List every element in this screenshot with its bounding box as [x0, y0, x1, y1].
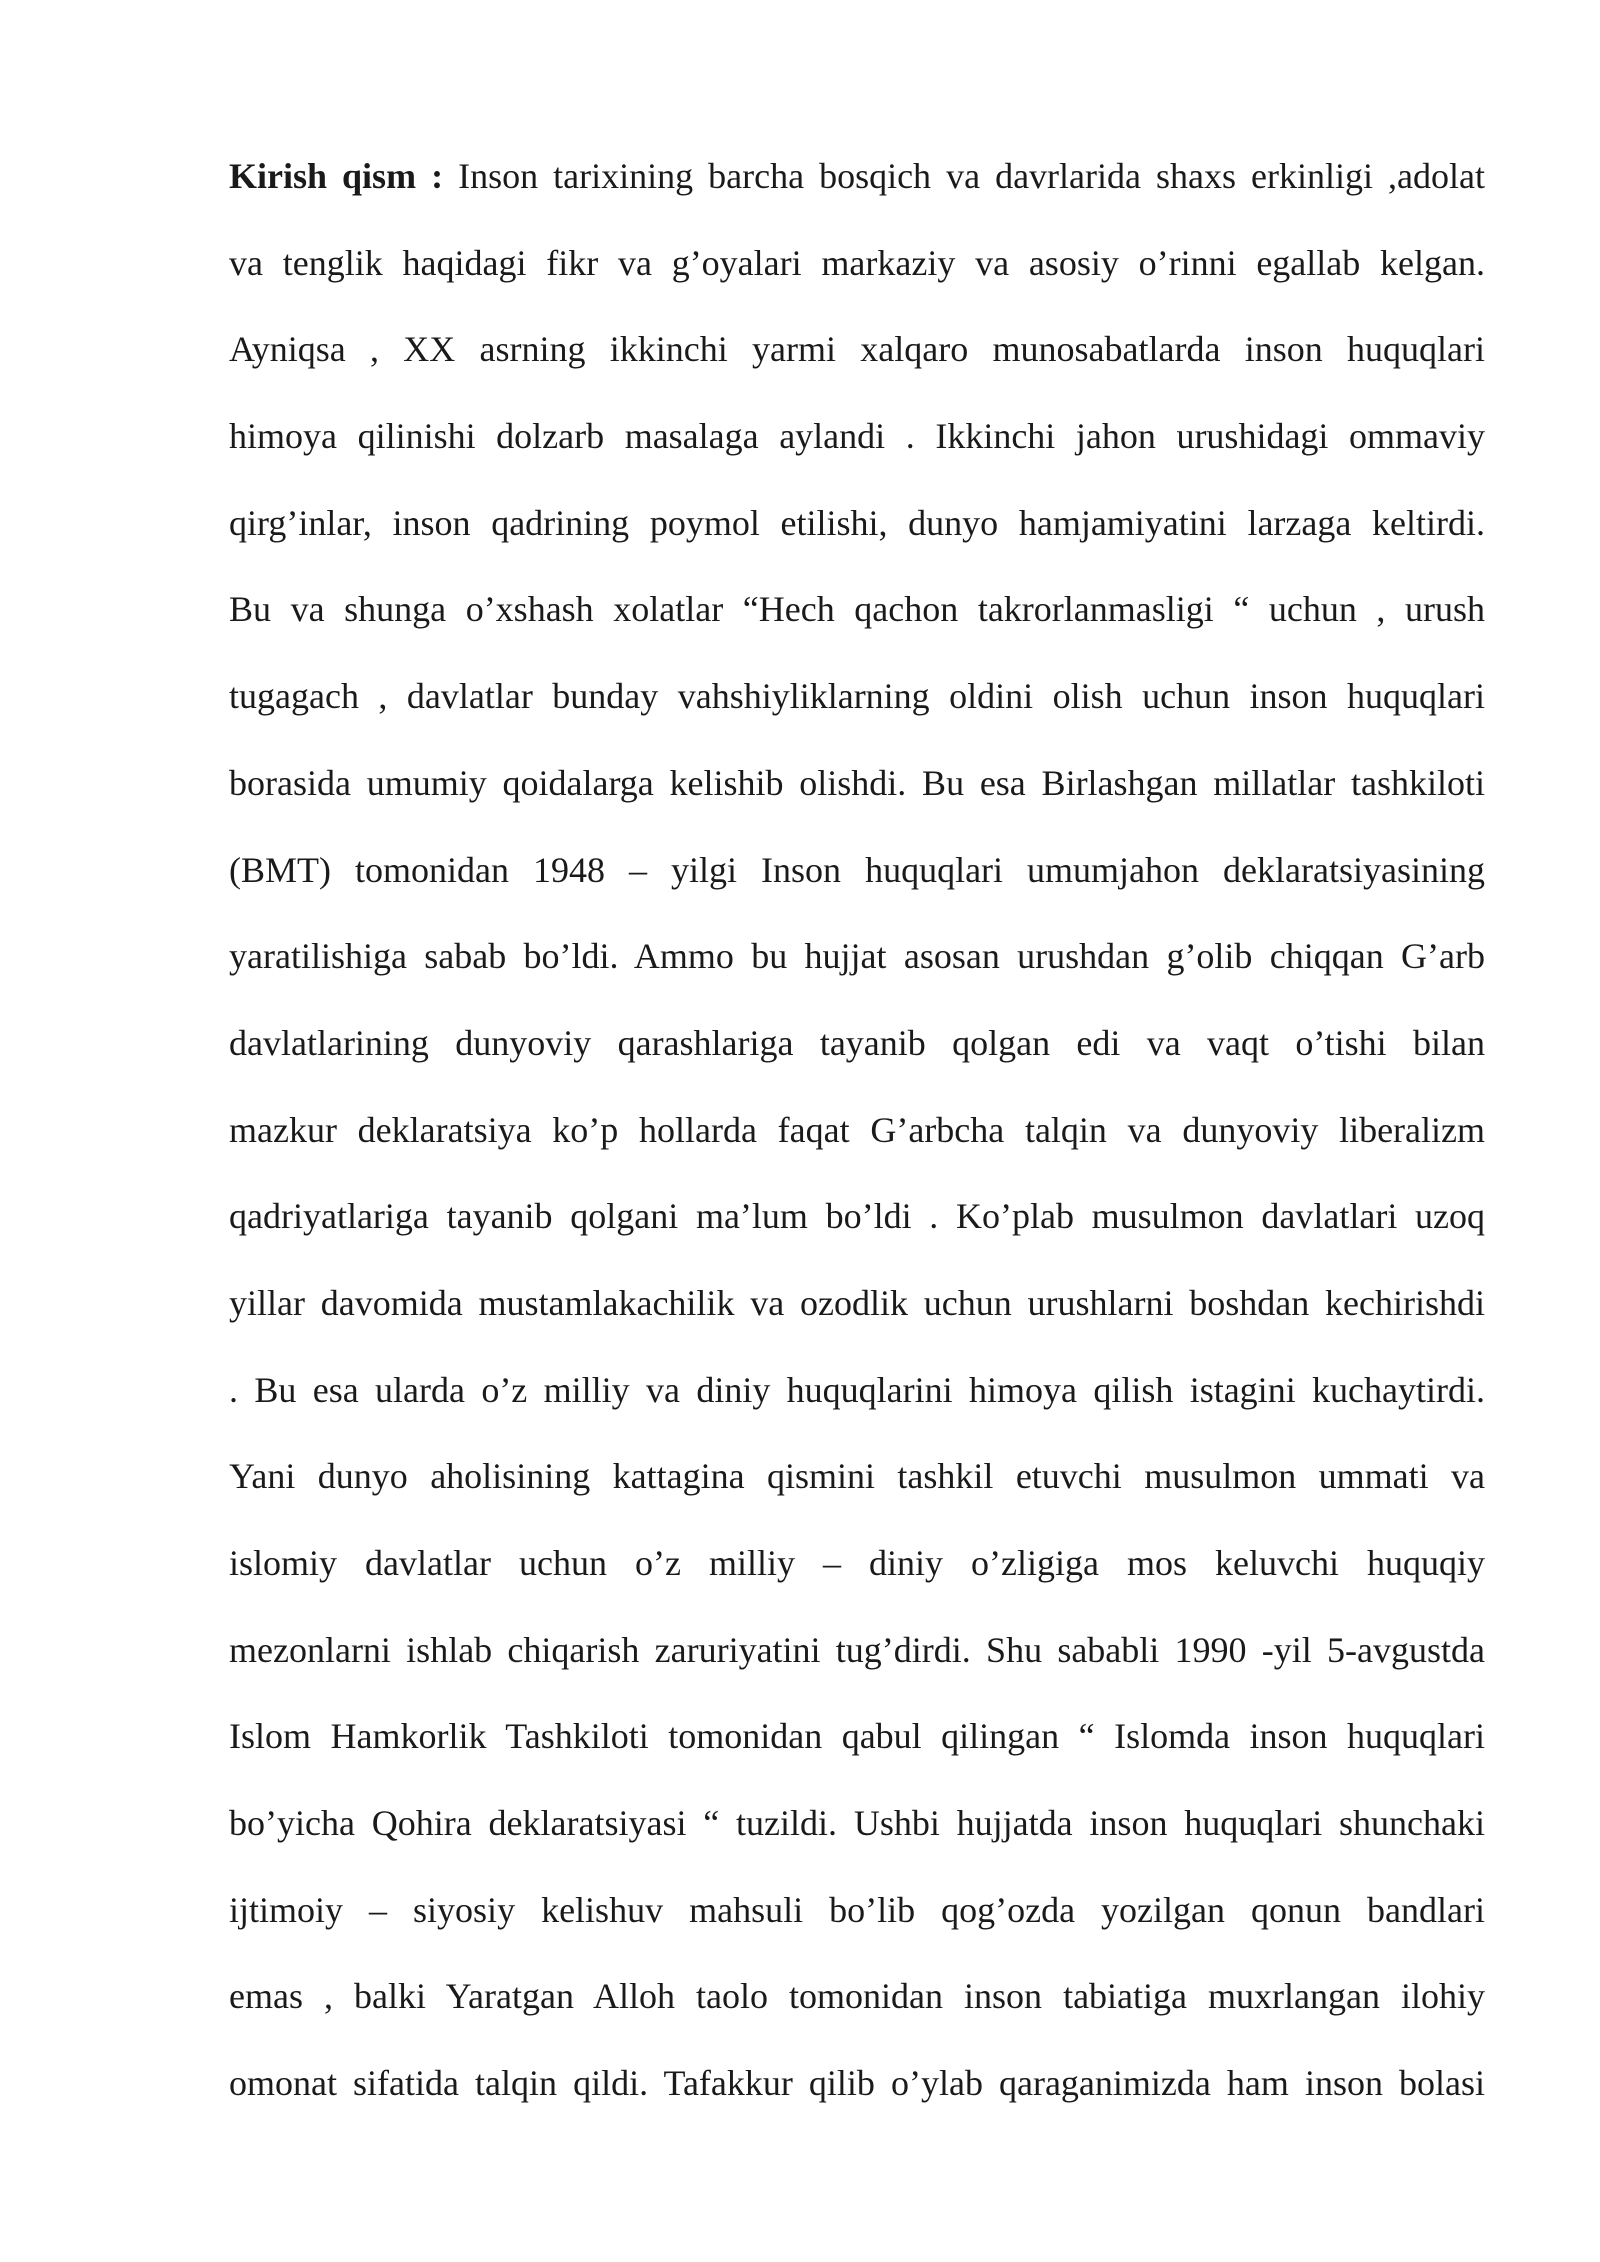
text-line: Islom Hamkorlik Tashkiloti tomonidan qabul qilingan “ Islomda inson huquqlari	[229, 1716, 1485, 1757]
text-line: bo’yicha Qohira deklaratsiyasi “ tuzildi. Ushbi hujjatda inson huquqlari shunchaki	[229, 1803, 1485, 1844]
text-line: islomiy davlatlar uchun o’z milliy – diniy o’zligiga mos keluvchi huquqiy	[229, 1543, 1485, 1583]
text-line-content: Inson tarixining barcha bosqich va davrlarida shaxs erkinligi ,adolat	[443, 156, 1485, 196]
text-line: ijtimoiy – siyosiy kelishuv mahsuli bo’lib qog’ozda yozilgan qonun bandlari	[229, 1889, 1485, 1930]
text-line	[229, 150, 1485, 237]
text-line: davlatlarining dunyoviy qarashlariga tayanib qolgan edi va vaqt o’tishi bilan	[229, 1022, 1485, 1063]
text-line: yaratilishiga sabab bo’ldi. Ammo bu hujjat asosan urushdan g’olib chiqqan G’arb	[229, 936, 1485, 977]
text-line: borasida umumiy qoidalarga kelishib olishdi. Bu esa Birlashgan millatlar tashkiloti	[229, 762, 1485, 803]
text-line: omonat sifatida talqin qildi. Tafakkur qilib o’ylab qaraganimizda ham inson bolasi	[229, 2063, 1485, 2104]
text-line: Yani dunyo aholisining kattagina qismini tashkil etuvchi musulmon ummati va	[229, 1456, 1485, 1497]
text-line: mazkur deklaratsiya ko’p hollarda faqat G’arbcha talqin va dunyoviy liberalizm	[229, 1109, 1485, 1150]
body-text	[229, 150, 1485, 2144]
section-heading: Kirish qism :	[229, 156, 444, 196]
text-line: yillar davomida mustamlakachilik va ozodlik uchun urushlarni boshdan kechirishdi	[229, 1282, 1485, 1323]
text-line: (BMT) tomonidan 1948 – yilgi Inson huquqlari umumjahon deklaratsiyasining	[229, 849, 1485, 890]
text-line: emas , balki Yaratgan Alloh taolo tomonidan inson tabiatiga muxrlangan ilohiy	[229, 1976, 1485, 2017]
text-line: va tenglik haqidagi fikr va g’oyalari markaziy va asosiy o’rinni egallab kelgan.	[229, 242, 1485, 283]
text-line: Ayniqsa , XX asrning ikkinchi yarmi xalqaro munosabatlarda inson huquqlari	[229, 329, 1485, 370]
text-line: himoya qilinishi dolzarb masalaga aylandi . Ikkinchi jahon urushidagi ommaviy	[229, 416, 1485, 457]
text-line: . Bu esa ularda o’z milliy va diniy huquqlarini himoya qilish istagini kuchaytirdi.	[229, 1369, 1485, 1410]
text-line: tugagach , davlatlar bunday vahshiyliklarning oldini olish uchun inson huquqlari	[229, 676, 1485, 717]
text-line: mezonlarni ishlab chiqarish zaruriyatini tug’dirdi. Shu sababli 1990 -yil 5-avgustda	[229, 1629, 1485, 1670]
text-line: Bu va shunga o’xshash xolatlar “Hech qachon takrorlanmasligi “ uchun , urush	[229, 589, 1485, 630]
text-line: qadriyatlariga tayanib qolgani ma’lum bo’ldi . Ko’plab musulmon davlatlari uzoq	[229, 1196, 1485, 1237]
text-line: qirg’inlar, inson qadrining poymol etilishi, dunyo hamjamiyatini larzaga keltirdi.	[229, 502, 1485, 543]
